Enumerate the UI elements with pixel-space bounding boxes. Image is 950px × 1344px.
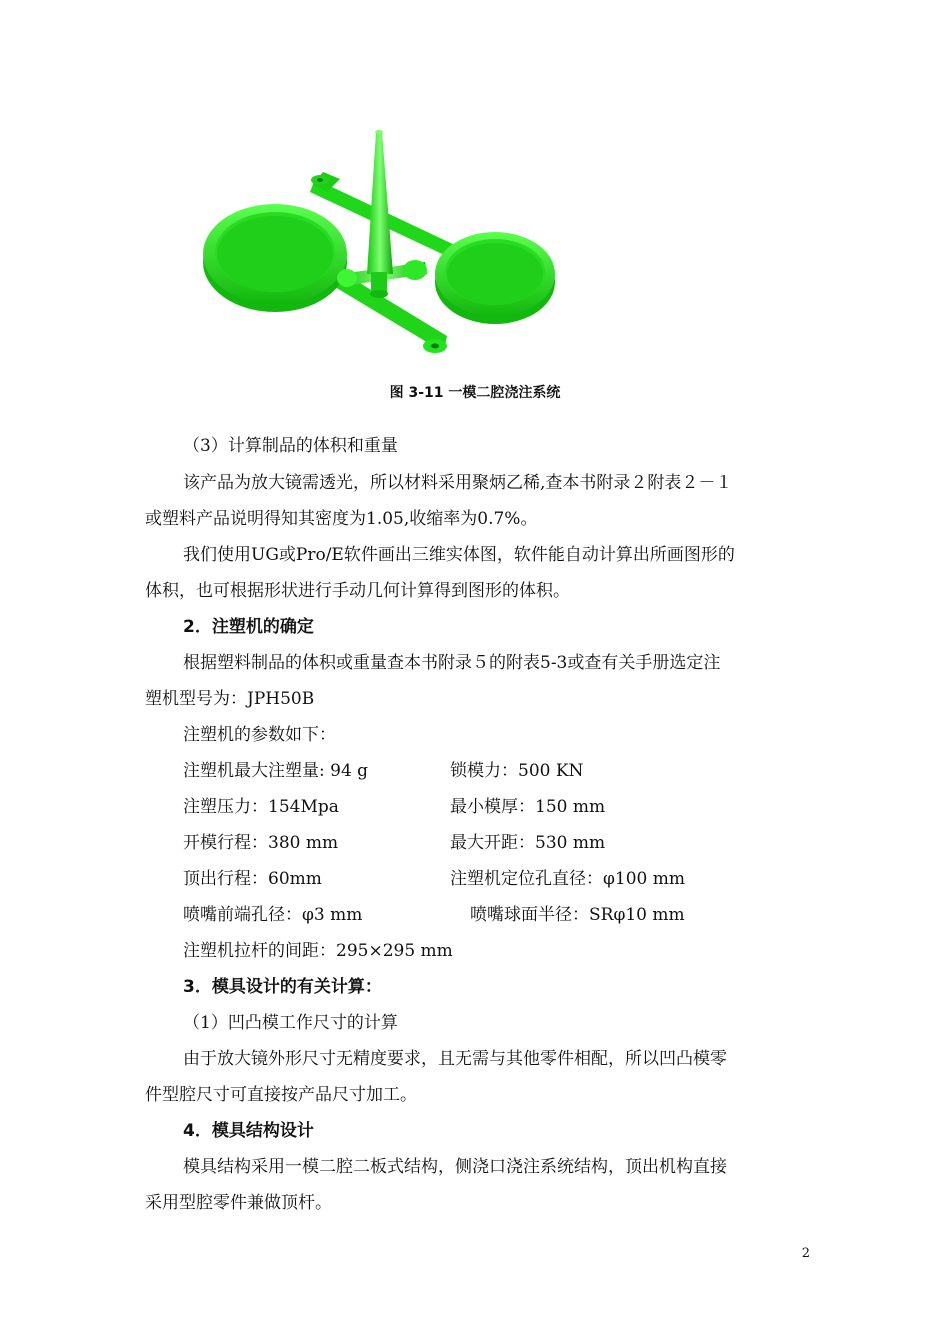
paragraph-line: 采用型腔零件兼做顶杆。 xyxy=(145,1193,332,1213)
param-tie-bar-spacing: 注塑机拉杆的间距：295×295 mm xyxy=(183,941,453,961)
figure-caption: 图 3-11 一模二腔浇注系统 xyxy=(389,385,561,401)
param-nozzle-hole: 喷嘴前端孔径：φ3 mm xyxy=(183,905,363,925)
subsection-heading: （1）凹凸模工作尺寸的计算 xyxy=(183,1013,398,1033)
paragraph-line: 件型腔尺寸可直接按产品尺寸加工。 xyxy=(145,1085,417,1105)
paragraph-line: 模具结构采用一模二腔二板式结构，侧浇口浇注系统结构，顶出机构直接 xyxy=(183,1157,727,1177)
param-min-mold-thickness: 最小模厚：150 mm xyxy=(450,797,606,817)
paragraph-line: 塑机型号为：JPH50B xyxy=(145,689,315,709)
runner-system-illustration xyxy=(195,124,565,374)
param-max-opening: 最大开距：530 mm xyxy=(450,833,606,853)
paragraph-line: 体积，也可根据形状进行手动几何计算得到图形的体积。 xyxy=(145,581,570,601)
section-heading-4: 4．模具结构设计 xyxy=(183,1121,314,1141)
figure-runner-system xyxy=(195,124,565,374)
param-clamp-force: 锁模力：500 KN xyxy=(450,761,584,781)
param-open-stroke: 开模行程：380 mm xyxy=(183,833,339,853)
paragraph-line: 该产品为放大镜需透光，所以材料采用聚炳乙稀,查本书附录２附表２－１ xyxy=(183,473,733,493)
paragraph-line: 根据塑料制品的体积或重量查本书附录５的附表5-3或查有关手册选定注 xyxy=(183,653,721,673)
param-ejector-stroke: 顶出行程：60mm xyxy=(183,869,322,889)
section-heading-3: （3）计算制品的体积和重量 xyxy=(183,436,398,456)
section-heading-2: 2．注塑机的确定 xyxy=(183,617,314,637)
page-number: 2 xyxy=(801,1246,810,1261)
param-locating-hole: 注塑机定位孔直径：φ100 mm xyxy=(450,869,685,889)
paragraph-line: 由于放大镜外形尺寸无精度要求，且无需与其他零件相配，所以凹凸模零 xyxy=(183,1049,727,1069)
param-injection-pressure: 注塑压力：154Mpa xyxy=(183,797,339,817)
section-heading-3-mold: 3．模具设计的有关计算： xyxy=(183,977,382,997)
paragraph-line: 我们使用UG或Pro/E软件画出三维实体图，软件能自动计算出所画图形的 xyxy=(183,545,735,565)
param-max-shot: 注塑机最大注塑量: 94 g xyxy=(183,761,369,781)
paragraph-line: 或塑料产品说明得知其密度为1.05,收缩率为0.7%。 xyxy=(145,509,538,529)
param-nozzle-radius: 喷嘴球面半径：SRφ10 mm xyxy=(470,905,685,925)
paragraph-line: 注塑机的参数如下： xyxy=(183,725,336,745)
